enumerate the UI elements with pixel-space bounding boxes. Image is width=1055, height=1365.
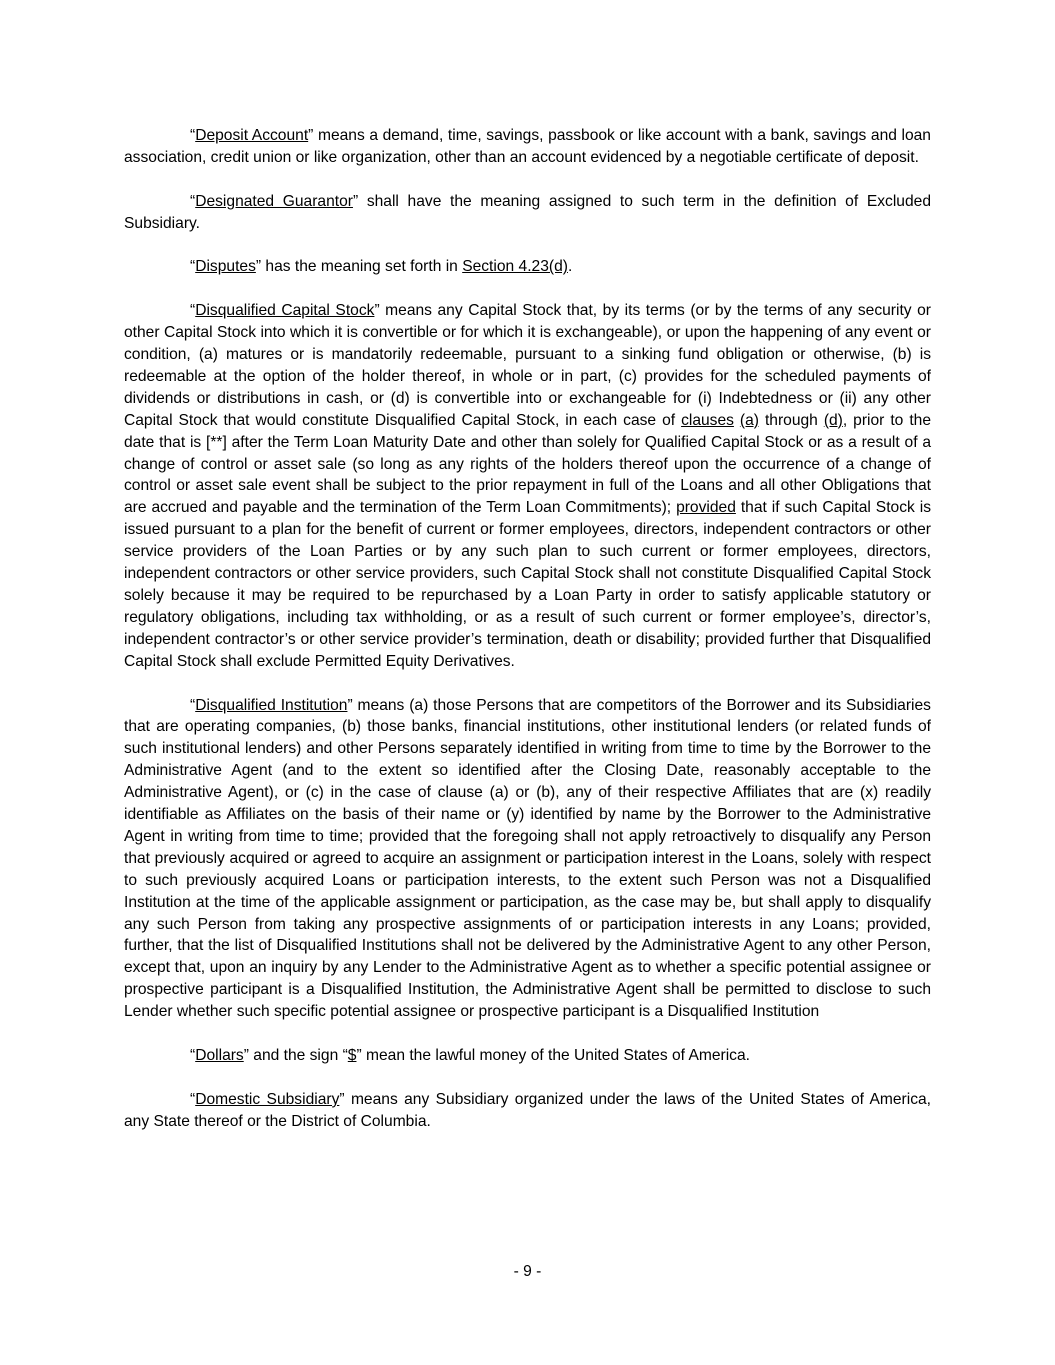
definition-domestic-subsidiary: “Domestic Subsidiary” means any Subsidiary organized under the laws of the United States of America, any State thereof or the District of Columbia. bbox=[124, 1090, 931, 1130]
defined-term: Disqualified Institution bbox=[195, 696, 348, 714]
definition-text: means any Capital Stock that, by its terms (or by the terms of any security or other Capital Stock into which it is convertible or for which it is exchangeable), or upon the happening of any event or condition, (a) matures or is mandatorily redeemable, pursuant to a sinking fund obligation or otherwise, (b) is redeemable at the option of the holder thereof, in whole or in part, (c) provides for the scheduled payments of dividends or distributions in cash, or (d) is convertible into or exchangeable for (i) Indebtedness or (ii) any other Capital Stock that would constitute Disqualified Capital Stock, in each case of bbox=[124, 302, 931, 429]
definition-text: means a demand, time, savings, passbook or like account with a bank, savings and loan association, credit union or like organization, other than an account evidenced by a negotiable certificate of deposit. bbox=[124, 127, 931, 166]
definition-text: shall have the meaning assigned to such term in the definition of Excluded Subsidiary. bbox=[124, 192, 931, 232]
defined-term: Deposit Account bbox=[195, 127, 309, 144]
defined-term: Designated Guarantor bbox=[195, 192, 353, 210]
defined-term: Disputes bbox=[195, 258, 256, 276]
clause-d-reference: (d) bbox=[823, 411, 843, 429]
section-reference: Section 4.23(d) bbox=[462, 258, 568, 276]
definition-text: and the sign bbox=[248, 1046, 343, 1064]
definition-text: mean the lawful money of the United States of America. bbox=[361, 1046, 750, 1064]
definition-dollars: “Dollars” and the sign “$” mean the lawful money of the United States of America. bbox=[190, 1046, 750, 1064]
definition-text: has the meaning set forth in bbox=[261, 258, 463, 276]
definition-text: means (a) those Persons that are competitors of the Borrower and its Subsidiaries that are operating companies, (b) those banks, financial institutions, other institutional lenders (or related funds of such institutional lenders) and other Persons separately identified in writing from time to time by the Borrower to the Administrative Agent (and to the extent so identified after the Closing Date, reasonably acceptable to the Administrative Agent), or (c) in the case of clause (a) or (b), any of their respective Affiliates that are (x) readily identifiable as Affiliates on the basis of their name or (y) identified by name by the Borrower to the Administrative Agent in writing from time to time; provided that the foregoing shall not apply retroactively to disqualify any Person that previously acquired or agreed to acquire an assignment or participation interest in the Loans, solely with respect to such previously acquired Loans or participation interests, to the extent such Person was not a Disqualified Institution at the time of the applicable assignment or participation, as the case may be, but shall apply to disqualify any such Person from taking any prospective assignments of or participation interests in any Loans; provided, further, that the list of Disqualified Institutions shall not be delivered by the Administrative Agent to any other Person, except that, upon an inquiry by any Lender to the Administrative Agent as to whether a specific potential assignee or prospective participant is a Disqualified Institution, the Administrative Agent shall be permitted to disclose to such Lender whether such specific potential assignee or prospective participant is a Disqualified Institution bbox=[124, 696, 931, 1021]
dollar-sign-term: $ bbox=[347, 1046, 357, 1064]
document-body bbox=[124, 125, 931, 1133]
definition-disqualified-capital-stock: “Disqualified Capital Stock” means any Capital Stock that, by its terms (or by the terms of any security or other Capital Stock into which it is convertible or for which it is exchangeable), or upon the happening of any event or condition, (a) matures or is mandatorily redeemable, pursuant to a sinking fund obligation or otherwise, (b) is redeemable at the option of the holder thereof, in whole or in part, (c) provides for the scheduled payments of dividends or distributions in cash, or (d) is convertible into or exchangeable for (i) Indebtedness or (ii) any other Capital Stock that would constitute Disqualified Capital Stock, in each case of clauses (a) through (d), prior to the date that is [**] after the Term Loan Maturity Date and other than solely for Qualified Capital Stock or as a result of a change of control or asset sale (so long as any rights of the holders thereof upon the occurrence of a change of control or asset sale event shall be subject to the prior repayment in full of the Loans and all other Obligations that are accrued and payable and the termination of the Term Loan Commitments); provided that if such Capital Stock is issued pursuant to a plan for the benefit of current or former employees, directors, independent contractors or other service providers of the Loan Parties or by any such plan to such current or former employees, directors, independent contractors or other service providers, such Capital Stock shall not constitute Disqualified Capital Stock solely because it may be required to be repurchased by a Loan Party in order to satisfy applicable statutory or regulatory obligations, including tax withholding, or as a result of such current or former employee’s, director’s, independent contractor’s or other service provider’s termination, death or disability; provided further that Disqualified Capital Stock shall exclude Permitted Equity Derivatives. bbox=[124, 302, 931, 670]
defined-term: Dollars bbox=[195, 1046, 244, 1064]
page-number: - 9 - bbox=[513, 1263, 542, 1280]
clauses-reference: clauses bbox=[681, 411, 734, 429]
definition-disputes: “Disputes” has the meaning set forth in Section 4.23(d). bbox=[190, 258, 573, 276]
definition-text: means any Subsidiary organized under the laws of the United States of America, any State thereof or the District of Columbia. bbox=[124, 1090, 931, 1130]
definition-disqualified-institution: “Disqualified Institution” means (a) those Persons that are competitors of the Borrower and its Subsidiaries that are operating companies, (b) those banks, financial institutions, other institutional lenders (or related funds of such institutional lenders) and other Persons separately identified in writing from time to time by the Borrower to the Administrative Agent (and to the extent so identified after the Closing Date, reasonably acceptable to the Administrative Agent), or (c) in the case of clause (a) or (b), any of their respective Affiliates that are (x) readily identifiable as Affiliates on the basis of their name or (y) identified by name by the Borrower to the Administrative Agent in writing from time to time; provided that the foregoing shall not apply retroactively to disqualify any Person that previously acquired or agreed to acquire an assignment or participation interest in the Loans, solely with respect to such previously acquired Loans or participation interests, to the extent such Person was not a Disqualified Institution at the time of the applicable assignment or participation, as the case may be, but shall apply to disqualify any such Person from taking any prospective assignments of or participation interests in any Loans; provided, further, that the list of Disqualified Institutions shall not be delivered by the Administrative Agent to any other Person, except that, upon an inquiry by any Lender to the Administrative Agent as to whether a specific potential assignee or prospective participant is a Disqualified Institution, the Administrative Agent shall be permitted to disclose to such Lender whether such specific potential assignee or prospective participant is a Disqualified Institution bbox=[124, 696, 931, 1021]
defined-term: Disqualified Capital Stock bbox=[195, 302, 375, 320]
definition-text: . bbox=[567, 258, 573, 276]
definition-text: through bbox=[758, 411, 824, 429]
provided-keyword: provided bbox=[676, 499, 736, 517]
definition-designated-guarantor: “Designated Guarantor” shall have the meaning assigned to such term in the definition of Excluded Subsidiary. bbox=[124, 192, 931, 232]
clause-a-reference: (a) bbox=[739, 411, 759, 429]
definition-text: , prior to the date that is [**] after the Term Loan Maturity Date and other than solely for Qualified Capital Stock or as a result of a change of control or asset sale (so long as any rights of the holders thereof upon the occurrence of a change of control or asset sale event shall be subject to the prior repayment in full of the Loans and all other Obligations that are accrued and payable and the termination of the Term Loan Commitments); bbox=[124, 411, 931, 517]
defined-term: Domestic Subsidiary bbox=[195, 1090, 340, 1108]
definition-text: that if such Capital Stock is issued pursuant to a plan for the benefit of current or former employees, directors, independent contractors or other service providers of the Loan Parties or by any such plan to such current or former employees, directors, independent contractors or other service providers, such Capital Stock shall not constitute Disqualified Capital Stock solely because it may be required to be repurchased by a Loan Party in order to satisfy applicable statutory or regulatory obligations, including tax withholding, or as a result of such current or former employee’s, director’s, independent contractor’s or other service provider’s termination, death or disability; provided further that Disqualified Capital Stock shall exclude Permitted Equity Derivatives. bbox=[124, 499, 931, 670]
definition-deposit-account: “Deposit Account” means a demand, time, savings, passbook or like account with a bank, savings and loan association, credit union or like organization, other than an account evidenced by a negotiable certificate of deposit. bbox=[124, 127, 931, 166]
